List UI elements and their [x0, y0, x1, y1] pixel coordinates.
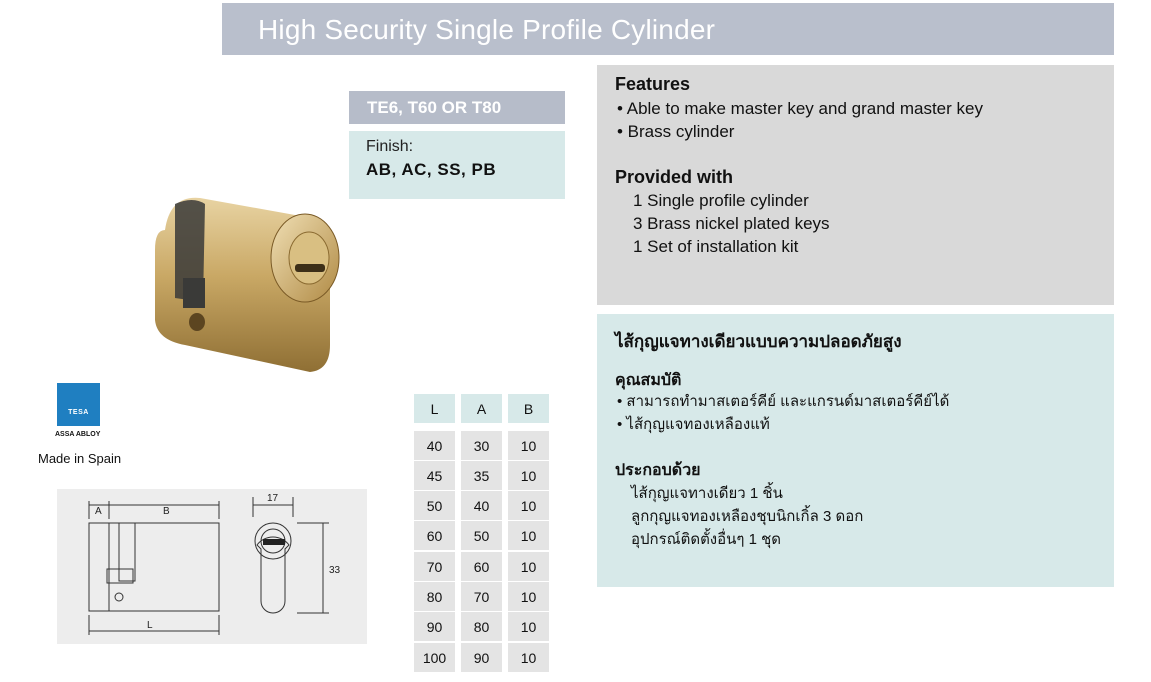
table-cell: 45: [414, 461, 455, 490]
model-badge: [349, 91, 565, 124]
dim-b-label: B: [163, 506, 170, 517]
table-cell: 50: [461, 521, 502, 550]
table-cell: 90: [461, 643, 502, 672]
table-cell: 90: [414, 612, 455, 641]
table-cell: 70: [461, 582, 502, 611]
thai-title: ไส้กุญแจทางเดียวแบบความปลอดภัยสูง: [615, 332, 902, 351]
table-cell: 10: [508, 521, 549, 550]
table-cell: 10: [508, 612, 549, 641]
provided-item: 3 Brass nickel plated keys: [633, 214, 830, 233]
origin-text: Made in Spain: [38, 451, 122, 466]
thai-feature-item: • ไส้กุญแจทองเหลืองแท้: [617, 416, 770, 433]
dim-l-label: L: [147, 620, 153, 631]
tesa-logo: [57, 383, 100, 426]
assa-abloy-text: ASSA ABLOY: [55, 431, 101, 438]
provided-heading: Provided with: [615, 167, 734, 187]
table-cell: 40: [461, 491, 502, 520]
table-cell: 80: [461, 612, 502, 641]
table-header-a: A: [461, 394, 502, 423]
features-heading: Features: [615, 74, 691, 94]
table-cell: 60: [414, 521, 455, 550]
thai-spec-panel: [597, 314, 1114, 587]
tesa-logo-text: TESA: [68, 409, 89, 416]
title-bar: [222, 3, 1114, 55]
table-cell: 10: [508, 431, 549, 460]
table-header-l: L: [414, 394, 455, 423]
table-cell: 60: [461, 552, 502, 581]
drawing-svg: [57, 489, 367, 644]
table-cell: 80: [414, 582, 455, 611]
thai-feature-item: • สามารถทำมาสเตอร์คีย์ และแกรนด์มาสเตอร์คีย์ได้: [617, 393, 950, 410]
table-cell: 10: [508, 461, 549, 490]
table-cell: 10: [508, 491, 549, 520]
technical-drawing: [57, 489, 367, 644]
table-cell: 40: [414, 431, 455, 460]
table-cell: 10: [508, 552, 549, 581]
model-label: TE6, T60 OR T80: [367, 98, 502, 117]
provided-item: 1 Set of installation kit: [633, 237, 799, 256]
provided-item: 1 Single profile cylinder: [633, 191, 809, 210]
finish-value: AB, AC, SS, PB: [366, 160, 497, 179]
table-cell: 50: [414, 491, 455, 520]
feature-item: • Brass cylinder: [617, 122, 735, 141]
dim-a-label: A: [95, 506, 102, 517]
english-spec-panel: [597, 65, 1114, 305]
finish-label: Finish:: [366, 138, 414, 155]
table-cell: 35: [461, 461, 502, 490]
thai-provided-item: อุปกรณ์ติดตั้งอื่นๆ 1 ชุด: [631, 531, 782, 548]
table-header-b: B: [508, 394, 549, 423]
thai-provided-item: ไส้กุญแจทางเดียว 1 ชิ้น: [631, 485, 783, 502]
table-cell: 10: [508, 582, 549, 611]
finish-box: [349, 131, 565, 199]
table-cell: 30: [461, 431, 502, 460]
dim-height-label: 33: [329, 565, 341, 576]
cylinder-photo: [145, 190, 345, 375]
thai-provided-item: ลูกกุญแจทองเหลืองชุบนิกเกิ้ล 3 ดอก: [631, 508, 864, 525]
page-title: High Security Single Profile Cylinder: [258, 14, 716, 45]
dim-width-label: 17: [267, 493, 279, 504]
feature-item: • Able to make master key and grand master key: [617, 99, 983, 118]
table-cell: 10: [508, 643, 549, 672]
table-cell: 70: [414, 552, 455, 581]
thai-provided-heading: ประกอบด้วย: [615, 462, 701, 479]
thai-features-heading: คุณสมบัติ: [615, 372, 682, 389]
table-cell: 100: [414, 643, 455, 672]
